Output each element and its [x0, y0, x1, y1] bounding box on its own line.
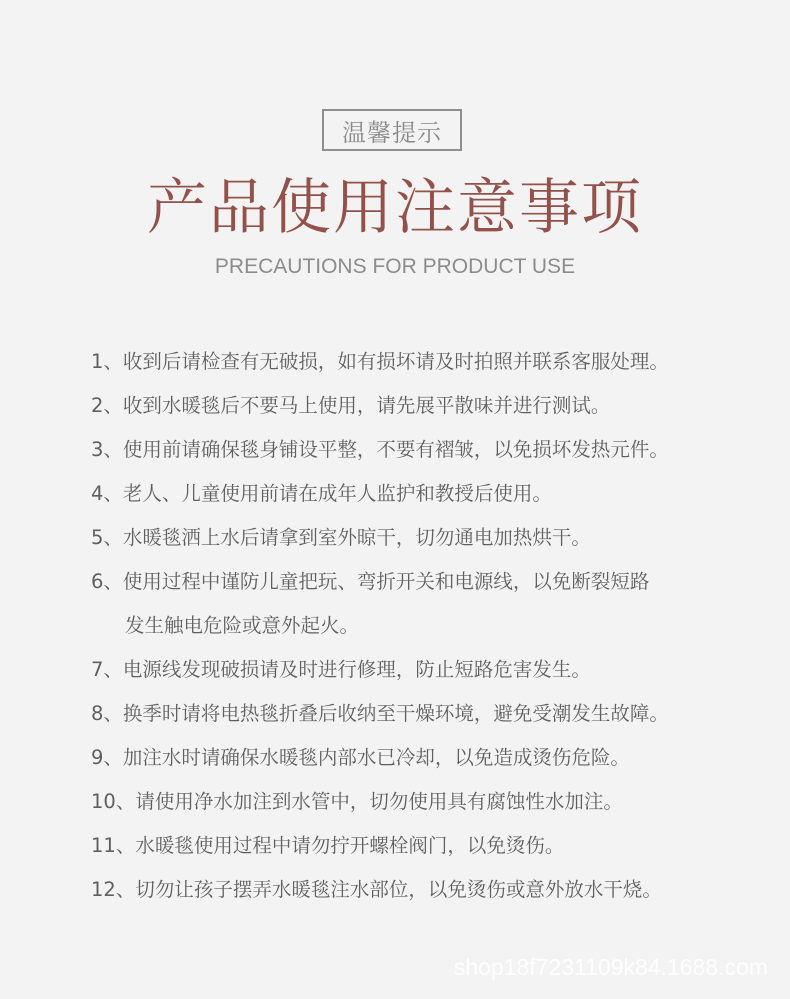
- list-item: [91, 560, 771, 648]
- precautions-list: [91, 340, 771, 912]
- tip-tag: [322, 109, 462, 151]
- list-item: [91, 516, 771, 560]
- list-item-text: 5、水暖毯洒上水后请拿到室外晾干，切勿通电加热烘干。: [91, 526, 591, 549]
- shop-watermark: shop18f7231109k84.1688.com: [453, 954, 768, 980]
- list-item: [91, 428, 771, 472]
- list-item-text: 10、请使用净水加注到水管中，切勿使用具有腐蚀性水加注。: [91, 790, 623, 813]
- list-item: [91, 824, 771, 868]
- page-subtitle: PRECAUTIONS FOR PRODUCT USE: [214, 255, 576, 278]
- list-item: [91, 648, 771, 692]
- list-item-text: 11、水暖毯使用过程中请勿拧开螺栓阀门，以免烫伤。: [91, 834, 565, 857]
- tip-tag-label: 温馨提示: [342, 118, 442, 147]
- list-item-text: 12、切勿让孩子摆弄水暖毯注水部位，以免烫伤或意外放水干烧。: [91, 878, 662, 901]
- list-item: [91, 868, 771, 912]
- list-item-text: 6、使用过程中谨防儿童把玩、弯折开关和电源线，以免断裂短路: [91, 570, 650, 593]
- list-item-text: 7、电源线发现破损请及时进行修理，防止短路危害发生。: [91, 658, 591, 681]
- list-item-text: 1、收到后请检查有无破损，如有损坏请及时拍照并联系客服处理。: [91, 350, 669, 373]
- list-item-text: 9、加注水时请确保水暖毯内部水已冷却，以免造成烫伤危险。: [91, 746, 630, 769]
- list-item: [91, 736, 771, 780]
- list-item-text: 8、换季时请将电热毯折叠后收纳至干燥环境，避免受潮发生故障。: [91, 702, 669, 725]
- list-item-text: 3、使用前请确保毯身铺设平整，不要有褶皱，以免损坏发热元件。: [91, 438, 669, 461]
- list-item: [91, 384, 771, 428]
- list-item-continuation: 发生触电危险或意外起火。: [125, 614, 360, 637]
- list-item: [91, 472, 771, 516]
- list-item: [91, 780, 771, 824]
- list-item: [91, 692, 771, 736]
- page-title: 产品使用注意事项: [147, 173, 643, 243]
- list-item-text: 4、老人、儿童使用前请在成年人监护和教授后使用。: [91, 482, 552, 505]
- list-item-text: 2、收到水暖毯后不要马上使用，请先展平散味并进行测试。: [91, 394, 611, 417]
- list-item: [91, 340, 771, 384]
